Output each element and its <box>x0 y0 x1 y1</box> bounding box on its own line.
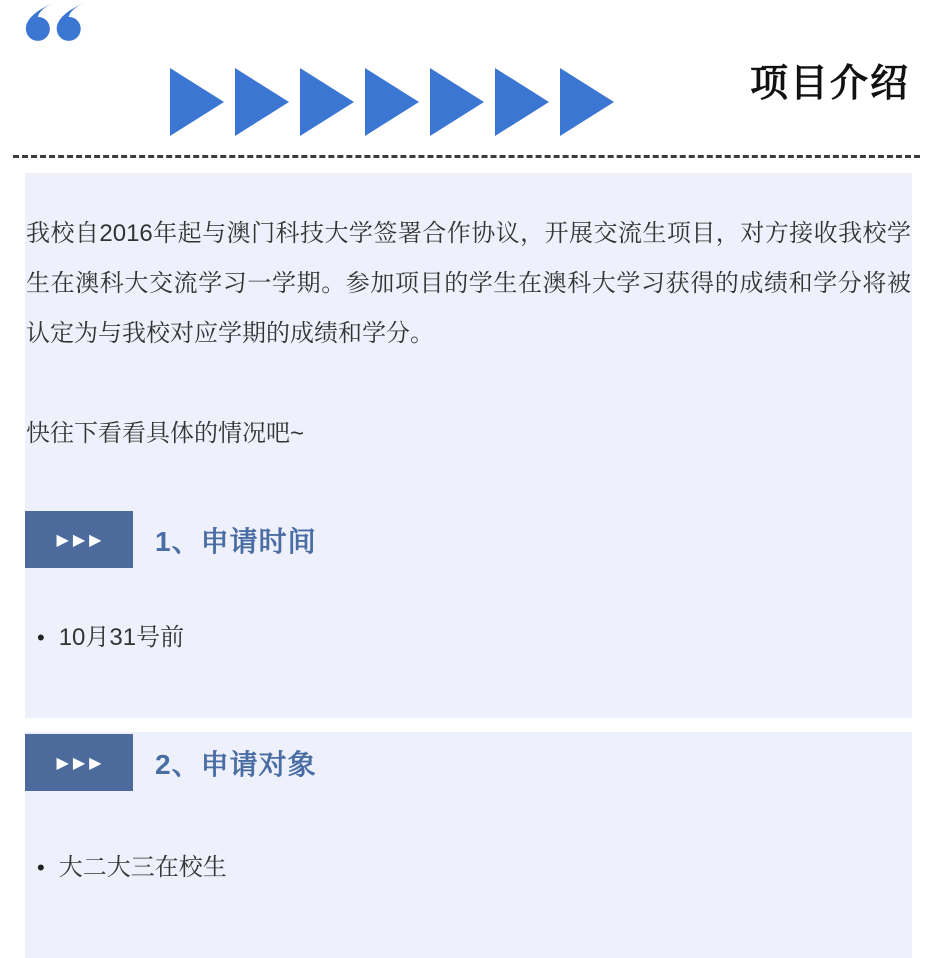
triangle-icon <box>560 68 614 136</box>
section-header-1 <box>25 511 912 568</box>
list-item-text: 10月31号前 <box>58 624 185 651</box>
list-item <box>25 843 912 893</box>
double-quote-icon <box>25 2 85 47</box>
intro-paragraph: 我校自2016年起与澳门科技大学签署合作协议，开展交流生项目，对方接收我校学生在澳科大交流学习一学期。参加项目的学生在澳科大学习获得的成绩和学分将被认定为与我校对应学期的成绩和学分。 <box>26 220 911 347</box>
list-item <box>25 613 912 663</box>
triangle-icon <box>300 68 354 136</box>
section-title: 2、申请对象 <box>155 748 317 780</box>
intro-section <box>25 173 912 718</box>
dashed-divider <box>13 155 920 158</box>
section-2 <box>25 732 912 958</box>
triple-arrow-marker-icon: ▶▶▶ <box>25 511 133 568</box>
triangle-icon <box>430 68 484 136</box>
section-header-2 <box>25 734 912 791</box>
list-item-text: 大二大三在校生 <box>58 854 227 881</box>
triangle-banner-icon <box>170 68 614 136</box>
triangle-icon <box>170 68 224 136</box>
triangle-icon <box>365 68 419 136</box>
triple-arrow-marker-icon: ▶▶▶ <box>25 734 133 791</box>
triangle-icon <box>235 68 289 136</box>
bullet-icon: • <box>37 855 45 880</box>
bullet-icon: • <box>37 625 45 650</box>
intro-prompt: 快往下看看具体的情况吧~ <box>26 420 305 447</box>
section-title: 1、申请时间 <box>155 525 317 557</box>
article-header <box>0 0 936 155</box>
triangle-icon <box>495 68 549 136</box>
page-title: 项目介绍 <box>749 63 910 105</box>
